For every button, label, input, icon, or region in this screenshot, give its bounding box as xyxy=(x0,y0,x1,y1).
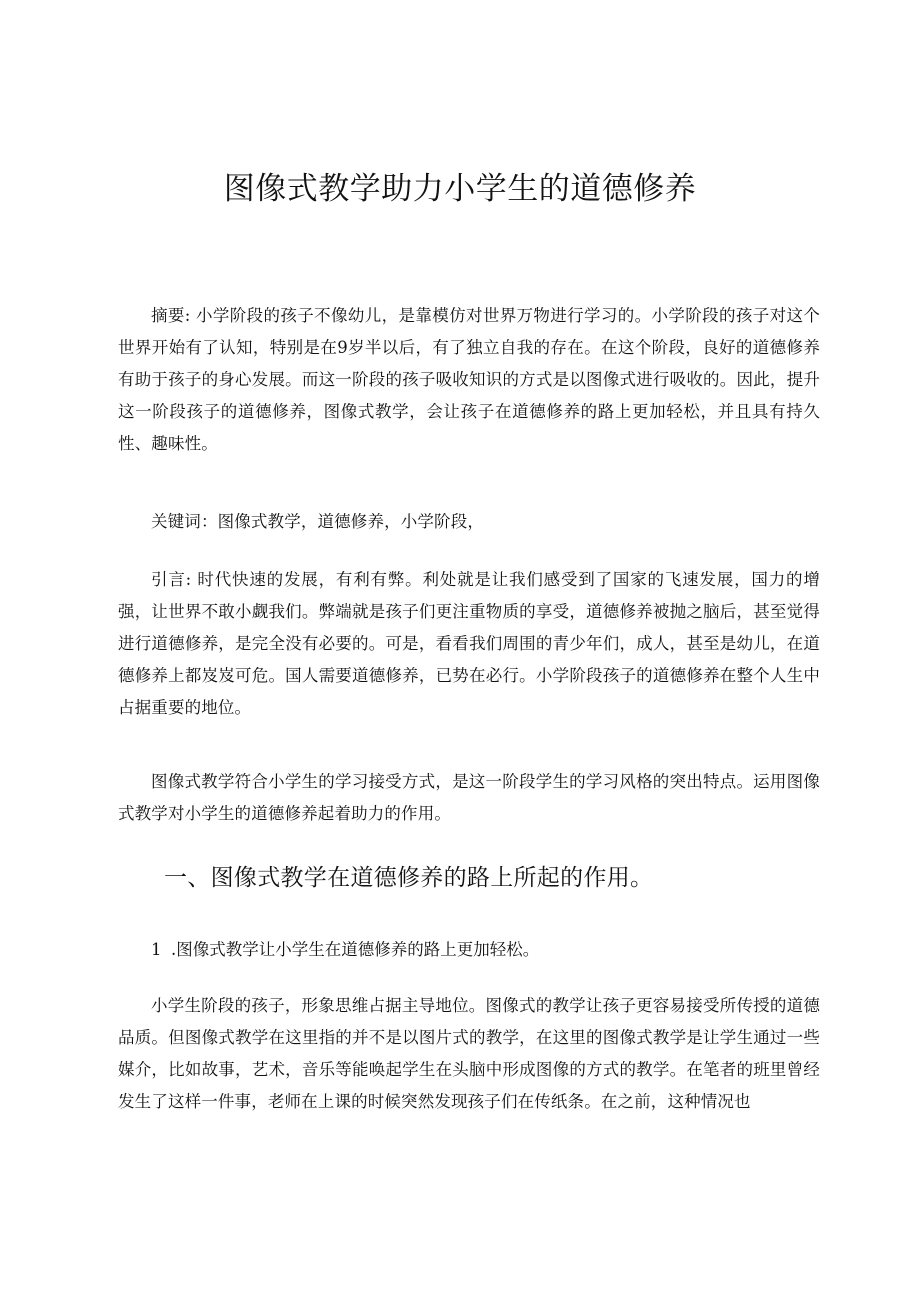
section-heading: 一、图像式教学在道德修养的路上所起的作用。 xyxy=(164,865,654,891)
introduction-paragraph: 引言: 时代快速的发展，有利有弊。利处就是让我们感受到了国家的飞速发展，国力的增强，让世界不敢小觑我们。弊端就是孩子们更注重物质的享受，道德修养被抛之脑后，甚至觉得进行道德修养，是完全没有必要的。可是，看看我们周围的青少年们，成人，甚至是幼儿，在道德修养上都岌岌可危。国人需要道德修养，已势在必行。小学阶段孩子的道德修养在整个人生中占据重要的地位。 xyxy=(118,570,820,717)
subsection-heading xyxy=(151,934,539,966)
subsection-title: .图像式教学让小学生在道德修养的路上更加轻松。 xyxy=(171,940,540,959)
keywords-paragraph: 关键词：图像式教学，道德修养，小学阶段， xyxy=(151,512,484,531)
document-title: 图像式教学助力小学生的道德修养 xyxy=(223,171,697,207)
learning-style-paragraph: 图像式教学符合小学生的学习接受方式，是这一阶段学生的学习风格的突出特点。运用图像式教学对小学生的道德修养起着助力的作用。 xyxy=(118,772,820,823)
abstract-paragraph: 摘要: 小学阶段的孩子不像幼儿，是靠模仿对世界万物进行学习的。小学阶段的孩子对这个世界开始有了认知，特别是在9岁半以后，有了独立自我的存在。在这个阶段，良好的道德修养有助于孩子的身心发展。而这一阶段的孩子吸收知识的方式是以图像式进行吸收的。因此，提升这一阶段孩子的道德修养，图像式教学，会让孩子在道德修养的路上更加轻松，并且具有持久性、趣味性。 xyxy=(118,306,820,453)
subsection-number: 1 xyxy=(151,940,162,959)
body-paragraph: 小学生阶段的孩子，形象思维占据主导地位。图像式的教学让孩子更容易接受所传授的道德品质。但图像式教学在这里指的并不是以图片式的教学，在这里的图像式教学是让学生通过一些媒介，比如故事，艺术，音乐等能唤起学生在头脑中形成图像的方式的教学。在笔者的班里曾经发生了这样一件事，老师在上课的时候突然发现孩子们在传纸条。在之前，这种情况也 xyxy=(118,996,820,1111)
